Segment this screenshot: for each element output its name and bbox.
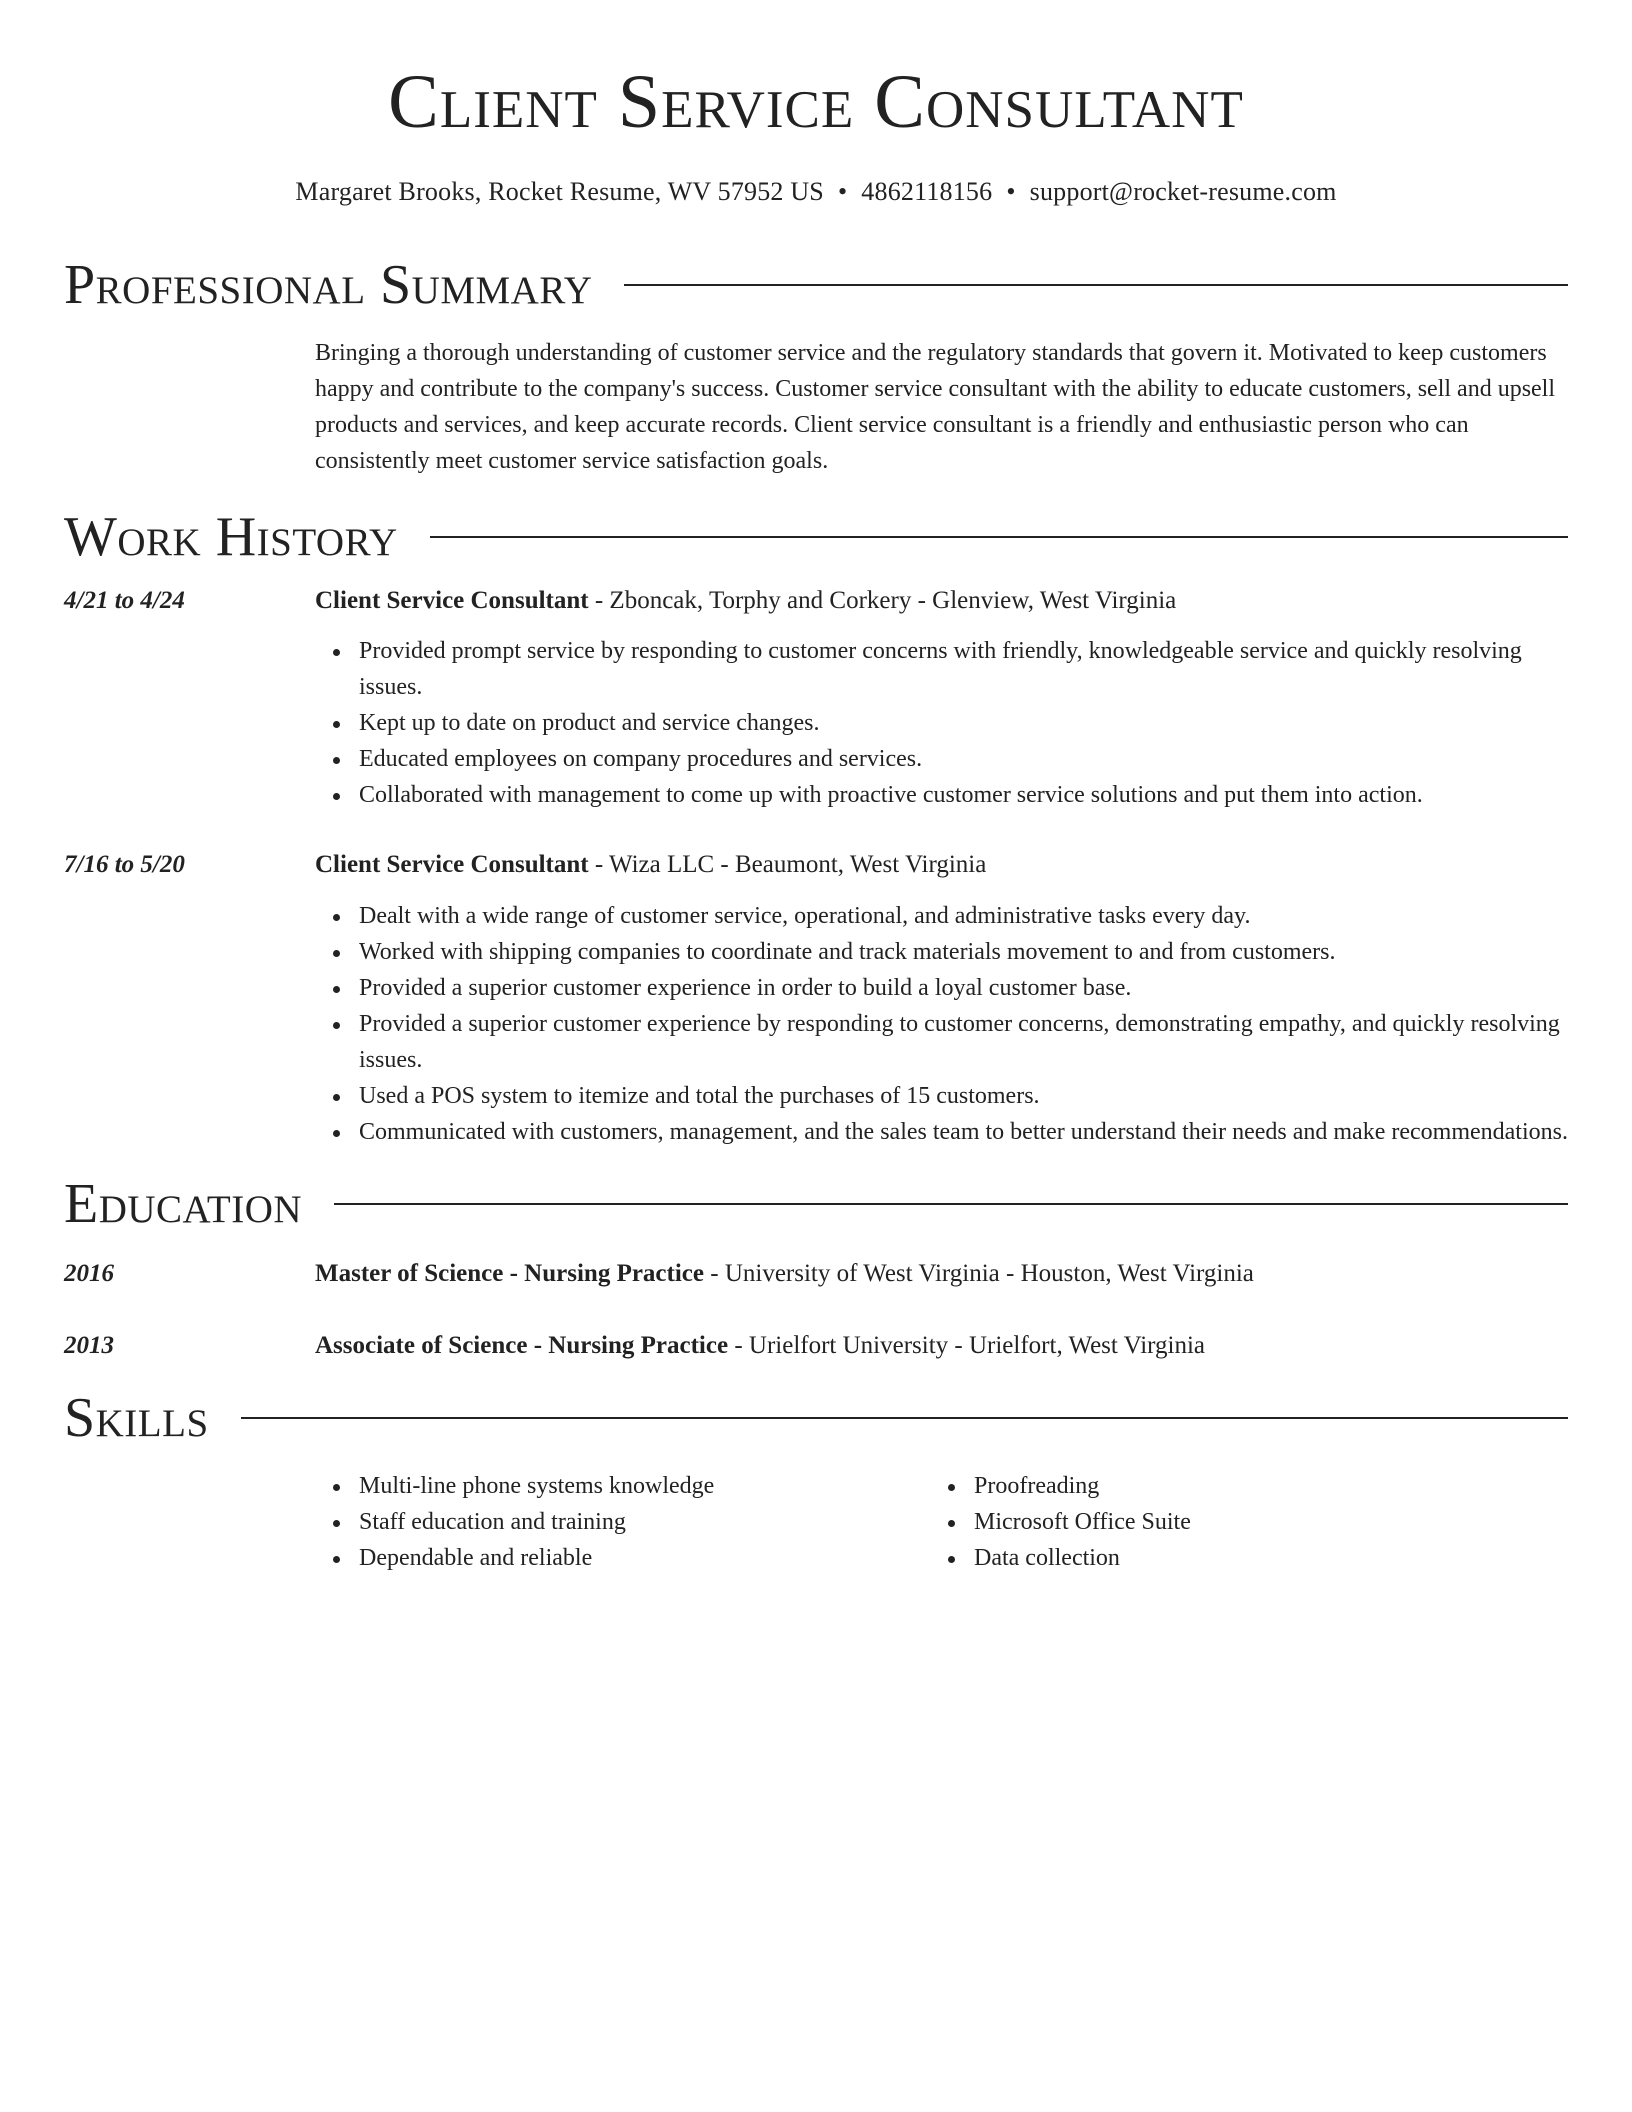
list-item: Used a POS system to itemize and total the purchases of 15 customers. xyxy=(315,1078,1568,1114)
skill-item: Data collection xyxy=(930,1540,1545,1576)
job-dates: 4/21 to 4/24 xyxy=(64,587,185,615)
contact-separator: • xyxy=(837,177,848,206)
job-details: - Zboncak, Torphy and Corkery - Glenview, West Virginia xyxy=(588,587,1177,615)
list-item: Educated employees on company procedures and services. xyxy=(315,741,1568,777)
job-role: Client Service Consultant xyxy=(315,587,589,615)
section-divider xyxy=(334,1203,1568,1205)
education-year: 2013 xyxy=(64,1331,114,1359)
summary-text: Bringing a thorough understanding of customer service and the regulatory standards that govern it. Motivated to keep customers happy and contribute to the company's success. Customer service consultant with the ability to educate customers, sell and upsell products and services, and keep accurate records. Client service consultant is a friendly and enthusiastic person who can consistently meet customer service satisfaction goals. xyxy=(315,340,1556,475)
section-title-summary: Professional Summary xyxy=(64,254,593,317)
list-item: Provided a superior customer experience in order to build a loyal customer base. xyxy=(315,970,1568,1006)
section-title-education: Education xyxy=(64,1172,303,1235)
list-item: Worked with shipping companies to coordinate and track materials movement to and from customers. xyxy=(315,934,1568,970)
section-divider xyxy=(241,1417,1568,1419)
summary-row xyxy=(64,335,1568,479)
resume-page xyxy=(64,0,1568,1576)
skills-column-left xyxy=(315,1468,930,1576)
section-header-education xyxy=(64,1172,1568,1235)
skill-item: Proofreading xyxy=(930,1468,1545,1504)
section-header-skills xyxy=(64,1387,1568,1450)
skills-column-right xyxy=(930,1468,1545,1576)
section-title-skills: Skills xyxy=(64,1387,209,1450)
job-role: Client Service Consultant xyxy=(315,851,589,879)
job-heading xyxy=(315,847,1568,883)
education-details: - University of West Virginia - Houston, West Virginia xyxy=(704,1259,1254,1287)
list-item: Kept up to date on product and service changes. xyxy=(315,705,1568,741)
section-header-summary xyxy=(64,254,1568,317)
job-entry xyxy=(64,847,1568,1149)
job-heading xyxy=(315,583,1568,619)
list-item: Provided a superior customer experience by responding to customer concerns, demonstrating empathy, and quickly resolving issues. xyxy=(315,1006,1568,1078)
skill-item: Staff education and training xyxy=(315,1504,930,1540)
section-header-work-history xyxy=(64,506,1568,569)
education-details: - Urielfort University - Urielfort, West Virginia xyxy=(728,1331,1206,1359)
list-item: Dealt with a wide range of customer service, operational, and administrative tasks every day. xyxy=(315,898,1568,934)
job-bullets xyxy=(315,633,1568,813)
education-year: 2016 xyxy=(64,1259,114,1287)
contact-phone: 4862118156 xyxy=(861,177,993,206)
skill-item: Microsoft Office Suite xyxy=(930,1504,1545,1540)
contact-separator: • xyxy=(1006,177,1016,206)
skill-item: Multi-line phone systems knowledge xyxy=(315,1468,930,1504)
section-divider xyxy=(430,536,1568,538)
skills-row xyxy=(64,1468,1568,1576)
education-degree: Associate of Science - Nursing Practice xyxy=(315,1331,729,1359)
education-entry xyxy=(64,1256,1568,1292)
education-degree: Master of Science - Nursing Practice xyxy=(315,1259,704,1287)
contact-email: support@rocket-resume.com xyxy=(1029,177,1337,206)
list-item: Communicated with customers, management, and the sales team to better understand their needs and make recommendations. xyxy=(315,1114,1568,1150)
contact-line xyxy=(64,176,1568,207)
job-entry xyxy=(64,583,1568,813)
education-entry xyxy=(64,1328,1568,1364)
section-title-work-history: Work History xyxy=(64,506,398,569)
contact-address: Margaret Brooks, Rocket Resume, WV 57952 US xyxy=(295,177,824,206)
resume-title: Client Service Consultant xyxy=(388,60,1244,144)
section-divider xyxy=(624,284,1568,286)
skills-columns xyxy=(315,1468,1568,1576)
job-details: - Wiza LLC - Beaumont, West Virginia xyxy=(588,851,987,879)
list-item: Provided prompt service by responding to customer concerns with friendly, knowledgeable service and quickly resolving issues. xyxy=(315,633,1568,705)
list-item: Collaborated with management to come up with proactive customer service solutions and put them into action. xyxy=(315,777,1568,813)
job-dates: 7/16 to 5/20 xyxy=(64,851,185,879)
skill-item: Dependable and reliable xyxy=(315,1540,930,1576)
job-bullets xyxy=(315,898,1568,1150)
